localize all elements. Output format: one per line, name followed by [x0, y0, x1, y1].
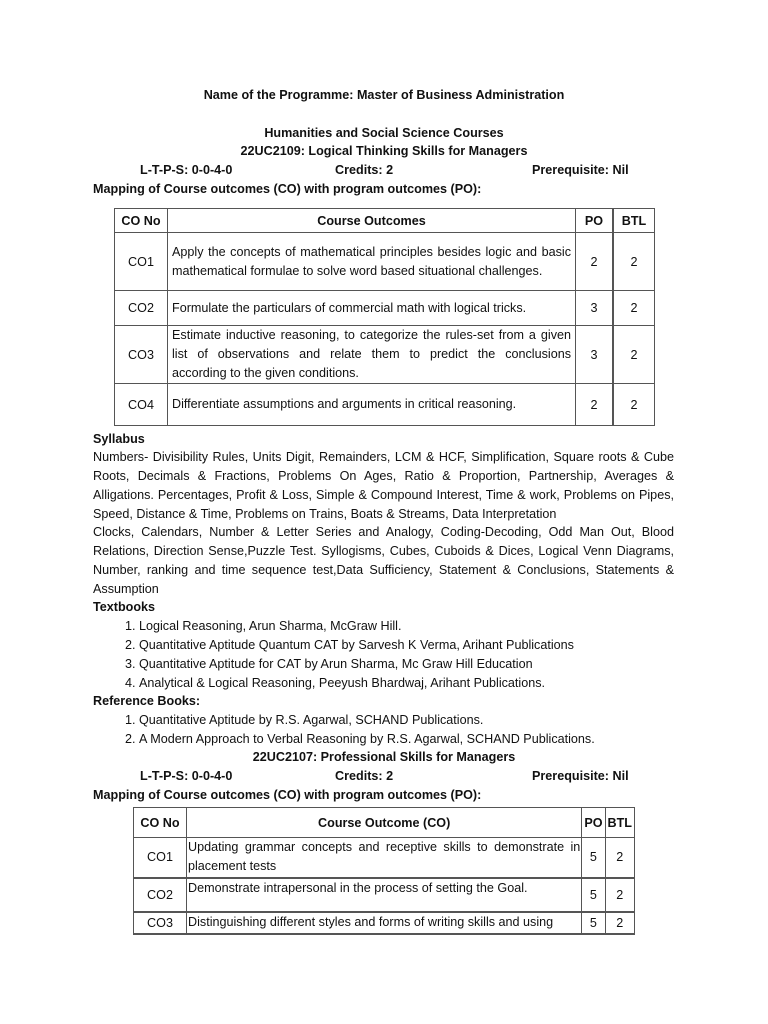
table-row [115, 326, 655, 384]
textbooks-list [93, 617, 574, 693]
course1-title: 22UC2109: Logical Thinking Skills for Managers [240, 144, 528, 158]
co-number: CO2 [134, 878, 187, 912]
course1-prerequisite: Prerequisite: Nil [532, 163, 629, 177]
table-row [134, 878, 635, 912]
table-row [115, 233, 655, 291]
co-po: 5 [582, 912, 605, 934]
reference-books-heading: Reference Books: [93, 694, 201, 708]
course1-ltps: L-T-P-S: 0-0-4-0 [140, 163, 233, 177]
co-btl: 2 [613, 233, 655, 291]
co-po: 2 [576, 384, 614, 426]
col-header-outcome: Course Outcome (CO) [187, 808, 582, 838]
co-outcome: Distinguishing different styles and forms of writing skills and using [187, 912, 582, 934]
co-outcome: Formulate the particulars of commercial math with logical tricks. [168, 291, 576, 326]
co-number: CO3 [115, 326, 168, 384]
list-item: 4. Analytical & Logical Reasoning, Peeyush Bhardwaj, Arihant Publications. [139, 674, 574, 693]
co-po: 3 [576, 291, 614, 326]
co-outcome: Updating grammar concepts and receptive skills to demonstrate in placement tests [187, 838, 582, 878]
col-header-co-no: CO No [134, 808, 187, 838]
programme-title: Name of the Programme: Master of Business Administration [203, 88, 565, 102]
table-row [134, 838, 635, 878]
list-item: 1. Quantitative Aptitude by R.S. Agarwal, SCHAND Publications. [139, 711, 595, 730]
course1-outcomes-table [114, 208, 655, 426]
syllabus-heading: Syllabus [93, 432, 145, 446]
table-row [115, 384, 655, 426]
co-btl: 2 [613, 291, 655, 326]
list-item: 1. Logical Reasoning, Arun Sharma, McGraw Hill. [139, 617, 574, 636]
co-outcome: Differentiate assumptions and arguments in critical reasoning. [168, 384, 576, 426]
co-number: CO1 [134, 838, 187, 878]
co-btl: 2 [605, 912, 634, 934]
table-header-row [115, 209, 655, 233]
col-header-po: PO [582, 808, 605, 838]
co-po: 3 [576, 326, 614, 384]
co-po: 2 [576, 233, 614, 291]
co-btl: 2 [613, 326, 655, 384]
list-item: 3. Quantitative Aptitude for CAT by Arun Sharma, Mc Graw Hill Education [139, 655, 574, 674]
syllabus-paragraph-1: Numbers- Divisibility Rules, Units Digit, Remainders, LCM & HCF, Simplification, Square roots & Cube Roots, Decimals & Fractions, Problems On Ages, Ratio & Proportion, Partnership, Averages & Alligations. Percentages, Profit & Loss, Simple & Compound Interest, Time & work, Problems on Pipes, Speed, Distance & Time, Problems on Trains, Boats & Streams, Data Interpretation [93, 450, 674, 521]
col-header-btl: BTL [605, 808, 634, 838]
col-header-btl: BTL [613, 209, 655, 233]
co-number: CO1 [115, 233, 168, 291]
course2-title: 22UC2107: Professional Skills for Managers [252, 750, 516, 764]
list-item: 2. Quantitative Aptitude Quantum CAT by Sarvesh K Verma, Arihant Publications [139, 636, 574, 655]
syllabus-paragraph-2: Clocks, Calendars, Number & Letter Series and Analogy, Coding-Decoding, Odd Man Out, Blood Relations, Direction Sense,Puzzle Test. Syllogisms, Cubes, Cuboids & Dices, Logical Venn Diagrams, Number, ranking and time sequence test,Data Sufficiency, Statement & Conclusions, Statements & Assumption [93, 525, 674, 596]
reference-books-list [93, 711, 595, 749]
co-btl: 2 [605, 878, 634, 912]
course1-credits: Credits: 2 [335, 163, 394, 177]
course2-ltps: L-T-P-S: 0-0-4-0 [140, 769, 233, 783]
col-header-po: PO [576, 209, 614, 233]
col-header-outcomes: Course Outcomes [168, 209, 576, 233]
table-header-row [134, 808, 635, 838]
table-row [134, 912, 635, 934]
co-outcome: Demonstrate intrapersonal in the process of setting the Goal. [187, 878, 582, 912]
list-item: 2. A Modern Approach to Verbal Reasoning by R.S. Agarwal, SCHAND Publications. [139, 730, 595, 749]
col-header-co-no: CO No [115, 209, 168, 233]
co-number: CO3 [134, 912, 187, 934]
textbooks-heading: Textbooks [93, 600, 156, 614]
course2-credits: Credits: 2 [335, 769, 394, 783]
co-number: CO2 [115, 291, 168, 326]
course2-outcomes-table [133, 807, 635, 935]
table-row [115, 291, 655, 326]
co-btl: 2 [605, 838, 634, 878]
course2-mapping-heading: Mapping of Course outcomes (CO) with program outcomes (PO): [93, 788, 482, 802]
co-po: 5 [582, 878, 605, 912]
co-btl: 2 [613, 384, 655, 426]
course-category: Humanities and Social Science Courses [264, 126, 504, 140]
co-po: 5 [582, 838, 605, 878]
co-number: CO4 [115, 384, 168, 426]
course1-mapping-heading: Mapping of Course outcomes (CO) with program outcomes (PO): [93, 182, 482, 196]
course2-prerequisite: Prerequisite: Nil [532, 769, 629, 783]
co-outcome: Estimate inductive reasoning, to categorize the rules-set from a given list of observations and relate them to predict the conclusions according to the given conditions. [168, 326, 576, 384]
co-outcome: Apply the concepts of mathematical principles besides logic and basic mathematical formulae to solve word based situational challenges. [168, 233, 576, 291]
